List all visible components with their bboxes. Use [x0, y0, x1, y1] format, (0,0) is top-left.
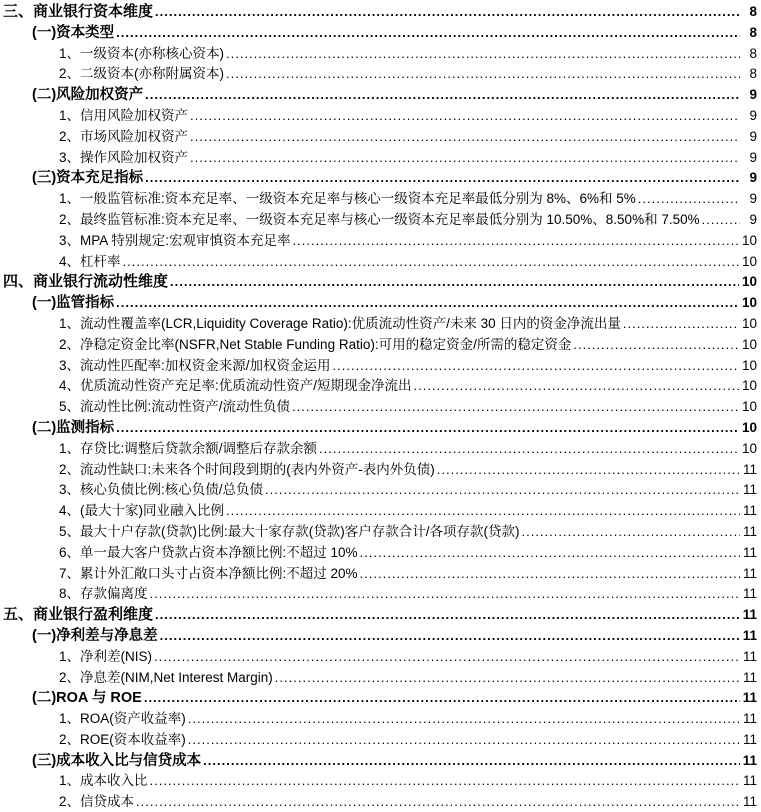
toc-entry[interactable] [3, 688, 757, 709]
toc-entry-page-number: 11 [742, 690, 757, 706]
toc-entry[interactable] [3, 771, 757, 792]
toc-entry-text: 4、优质流动性资产充足率:优质流动性资产/短期现金净流出 [59, 378, 412, 394]
toc-entry[interactable] [3, 127, 757, 148]
toc-entry-text: (二)风险加权资产 [32, 87, 144, 104]
toc-entry[interactable] [3, 501, 757, 522]
dot-leader [319, 439, 739, 460]
dot-leader [154, 647, 740, 668]
toc-entry-page-number: 10 [741, 336, 757, 352]
dot-leader [116, 418, 739, 439]
toc-entry-page-number: 8 [749, 45, 757, 61]
toc-entry-page-number: 11 [742, 711, 757, 727]
toc-entry-text: 6、单一最大客户贷款占资本净额比例:不超过 10% [59, 544, 358, 560]
toc-entry-text: (二)监测指标 [32, 419, 115, 436]
dot-leader [638, 189, 740, 210]
toc-entry-text: 三、商业银行资本维度 [3, 3, 154, 20]
toc-entry-page-number: 9 [749, 211, 757, 227]
toc-entry-page-number: 11 [742, 752, 757, 768]
toc-entry-page-number: 11 [742, 461, 757, 477]
dot-leader [160, 626, 740, 647]
toc-entry-page-number: 9 [749, 149, 757, 165]
dot-leader [333, 356, 739, 377]
toc-entry[interactable] [3, 106, 757, 127]
toc-entry[interactable] [3, 605, 757, 626]
dot-leader [360, 543, 740, 564]
toc-entry[interactable] [3, 44, 757, 65]
toc-entry-page-number: 11 [742, 586, 757, 602]
toc-entry[interactable] [3, 2, 757, 23]
toc-entry-text: (一)监管指标 [32, 295, 115, 312]
toc-entry[interactable] [3, 168, 757, 189]
dot-leader [188, 730, 740, 751]
toc-entry-text: 2、流动性缺口:未来各个时间段到期的(表内外资产-表内外负债) [59, 461, 435, 477]
toc-entry[interactable] [3, 272, 757, 293]
toc-entry[interactable] [3, 376, 757, 397]
toc-entry-page-number: 11 [742, 565, 757, 581]
toc-entry-text: 2、净稳定资金比率(NSFR,Net Stable Funding Ratio):可用的稳定资金/所需的稳定资金 [59, 336, 572, 352]
dot-leader [170, 272, 739, 293]
toc-entry-page-number: 9 [749, 191, 757, 207]
toc-entry-page-number: 11 [742, 669, 757, 685]
toc-entry[interactable] [3, 64, 757, 85]
toc-entry-text: 5、流动性比例:流动性资产/流动性负债 [59, 399, 291, 415]
dot-leader [226, 44, 740, 65]
dot-leader [116, 23, 740, 44]
toc-entry-text: 1、流动性覆盖率(LCR,Liquidity Coverage Ratio):优质流动性资产/未来 30 日内的资金净流出量 [59, 315, 621, 331]
toc-entry-page-number: 10 [741, 295, 757, 311]
toc-entry[interactable] [3, 314, 757, 335]
toc-entry-page-number: 11 [742, 773, 757, 789]
dot-leader [150, 584, 740, 605]
toc-entry-page-number: 8 [749, 4, 757, 19]
toc-entry[interactable] [3, 85, 757, 106]
toc-entry-page-number: 11 [742, 523, 757, 539]
toc-entry[interactable] [3, 626, 757, 647]
toc-entry[interactable] [3, 356, 757, 377]
toc-entry-text: 2、二级资本(亦称附属资本) [59, 66, 224, 82]
dot-leader [623, 314, 739, 335]
toc-entry-text: 4、(最大十家)同业融入比例 [59, 503, 224, 519]
toc-entry-page-number: 11 [742, 544, 757, 560]
dot-leader [360, 564, 740, 585]
toc-entry[interactable] [3, 522, 757, 543]
toc-entry-page-number: 10 [741, 357, 757, 373]
dot-leader [188, 709, 740, 730]
dot-leader [226, 64, 740, 85]
toc-entry-page-number: 11 [742, 731, 757, 747]
dot-leader [702, 210, 740, 231]
toc-entry-page-number: 8 [749, 66, 757, 82]
dot-leader [437, 460, 740, 481]
toc-entry[interactable] [3, 418, 757, 439]
toc-entry[interactable] [3, 668, 757, 689]
toc-entry[interactable] [3, 148, 757, 169]
toc-entry-page-number: 9 [749, 170, 757, 186]
dot-leader [203, 751, 740, 772]
dot-leader [190, 106, 740, 127]
toc-entry-page-number: 10 [741, 419, 757, 435]
toc-entry-text: 7、累计外汇敞口头寸占资本净额比例:不超过 20% [59, 565, 358, 581]
dot-leader [116, 293, 739, 314]
toc-entry[interactable] [3, 480, 757, 501]
dot-leader [521, 522, 740, 543]
toc-entry[interactable] [3, 252, 757, 273]
dot-leader [414, 376, 739, 397]
toc-entry[interactable] [3, 647, 757, 668]
dot-leader [144, 688, 740, 709]
dot-leader [292, 397, 739, 418]
dot-leader [226, 501, 740, 522]
toc-entry-text: 四、商业银行流动性维度 [3, 273, 169, 291]
dot-leader [190, 148, 740, 169]
toc-entry-text: 5、最大十户存款(贷款)比例:最大十家存款(贷款)客户存款合计/各项存款(贷款) [59, 523, 520, 539]
toc-entry-text: 1、净利差(NIS) [59, 648, 153, 664]
toc-entry[interactable] [3, 730, 757, 751]
toc-entry-text: 2、最终监管标准:资本充足率、一级资本充足率与核心一级资本充足率最低分别为 10.50%、8.50%和 7.50% [59, 211, 700, 227]
toc-entry-page-number: 11 [742, 482, 757, 498]
dot-leader [275, 668, 740, 689]
dot-leader [190, 127, 740, 148]
toc-entry-text: (一)资本类型 [32, 24, 115, 41]
toc-entry[interactable] [3, 460, 757, 481]
toc-entry-text: 3、流动性匹配率:加权资金来源/加权资金运用 [59, 357, 331, 373]
toc-entry-page-number: 10 [741, 399, 757, 415]
toc-entry[interactable] [3, 564, 757, 585]
dot-leader [136, 792, 740, 812]
toc-entry-page-number: 11 [742, 794, 757, 810]
toc-entry-text: (二)ROA 与 ROE [32, 690, 142, 707]
toc-entry-page-number: 10 [741, 378, 757, 394]
toc-entry-page-number: 10 [741, 315, 757, 331]
toc-entry-text: (三)成本收入比与信贷成本 [32, 752, 202, 769]
toc-entry-text: 1、信用风险加权资产 [59, 107, 189, 123]
toc-entry[interactable] [3, 23, 757, 44]
toc-entry-page-number: 9 [749, 128, 757, 144]
toc-entry[interactable] [3, 335, 757, 356]
toc-entry-text: (三)资本充足指标 [32, 170, 144, 187]
dot-leader [155, 2, 740, 23]
dot-leader [145, 85, 740, 106]
toc-entry-text: 1、存贷比:调整后贷款余额/调整后存款余额 [59, 440, 318, 456]
dot-leader [293, 231, 739, 252]
toc-entry-text: 2、信贷成本 [59, 794, 135, 810]
dot-leader [145, 168, 740, 189]
toc-entry-text: 2、ROE(资本收益率) [59, 731, 186, 747]
toc-entry[interactable] [3, 751, 757, 772]
toc-entry-text: 五、商业银行盈利维度 [3, 606, 154, 624]
toc-entry-text: 1、成本收入比 [59, 773, 148, 789]
toc-entry[interactable] [3, 709, 757, 730]
toc-entry-text: 1、一级资本(亦称核心资本) [59, 45, 224, 61]
toc-entry[interactable] [3, 231, 757, 252]
toc-entry-text: 3、核心负债比例:核心负债/总负债 [59, 482, 264, 498]
toc-entry-text: 8、存款偏离度 [59, 586, 148, 602]
toc-entry-page-number: 11 [742, 627, 757, 643]
toc-entry[interactable] [3, 543, 757, 564]
toc-entry-page-number: 11 [742, 607, 757, 623]
toc-entry-page-number: 10 [741, 440, 757, 456]
toc-entry-text: 3、MPA 特别规定:宏观审慎资本充足率 [59, 232, 291, 248]
dot-leader [123, 252, 739, 273]
toc-entry-page-number: 11 [742, 648, 757, 664]
toc-entry-page-number: 9 [749, 87, 757, 103]
toc-entry[interactable] [3, 397, 757, 418]
toc-entry[interactable] [3, 792, 757, 812]
toc-entry-page-number: 11 [742, 503, 757, 519]
toc-entry[interactable] [3, 584, 757, 605]
toc-entry-page-number: 10 [741, 274, 757, 290]
toc-entry-page-number: 8 [749, 24, 757, 40]
dot-leader [573, 335, 739, 356]
toc-entry-text: 2、净息差(NIM,Net Interest Margin) [59, 669, 273, 685]
toc-entry[interactable] [3, 439, 757, 460]
toc-entry-text: 4、杠杆率 [59, 253, 121, 269]
toc-entry[interactable] [3, 189, 757, 210]
toc-entry-text: (一)净利差与净息差 [32, 627, 158, 644]
toc-entry-text: 1、一般监管标准:资本充足率、一级资本充足率与核心一级资本充足率最低分别为 8%、6%和 5% [59, 191, 636, 207]
dot-leader [150, 771, 740, 792]
toc-entry-text: 3、操作风险加权资产 [59, 149, 189, 165]
dot-leader [155, 605, 740, 626]
toc-entry-page-number: 10 [741, 253, 757, 269]
toc-entry-text: 2、市场风险加权资产 [59, 128, 189, 144]
toc-entry-page-number: 9 [749, 107, 757, 123]
dot-leader [265, 480, 740, 501]
toc-entry-page-number: 10 [741, 232, 757, 248]
toc-entry[interactable] [3, 210, 757, 231]
toc-entry-text: 1、ROA(资产收益率) [59, 711, 186, 727]
toc-entry[interactable] [3, 293, 757, 314]
